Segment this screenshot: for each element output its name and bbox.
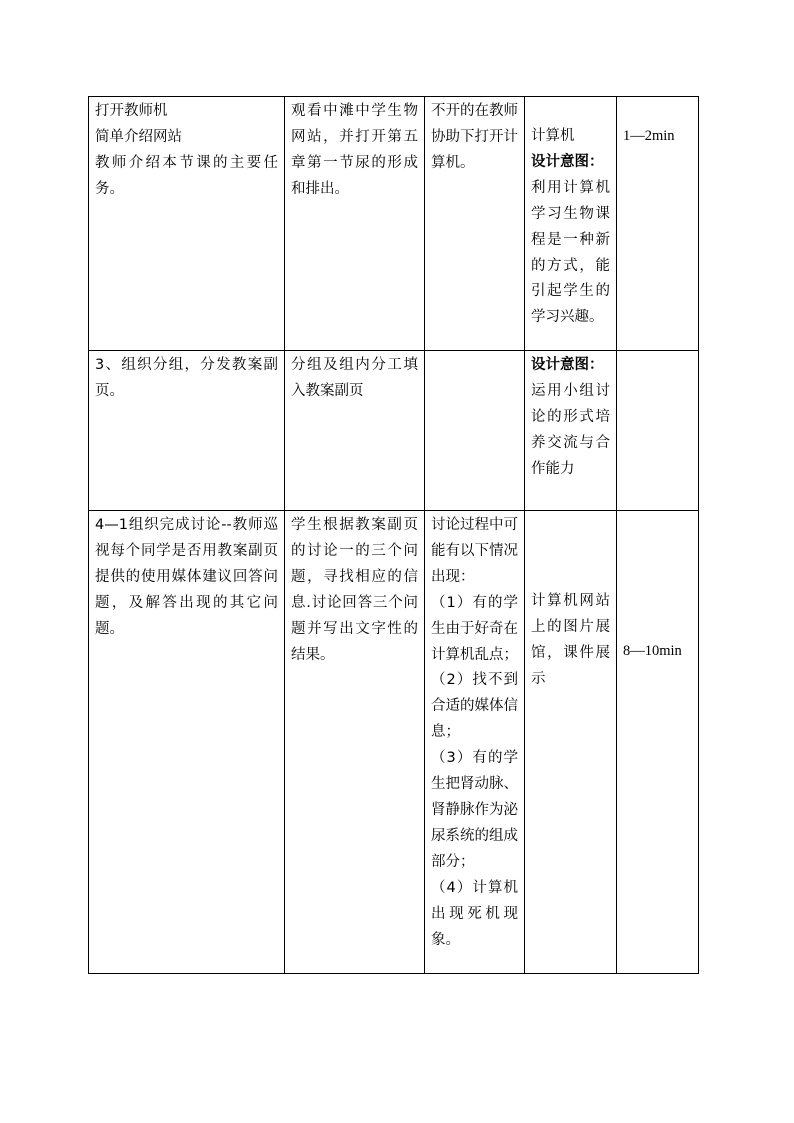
situation-cell — [425, 511, 525, 974]
lesson-plan-table — [88, 96, 699, 974]
time-cell — [617, 511, 699, 974]
time-cell — [617, 97, 699, 351]
teacher-line: 3、组织分组，分发教案副页。 — [95, 357, 278, 399]
situation-line: （3）有的学生把肾动脉、肾静脉作为泌尿系统的组成部分； — [431, 750, 518, 870]
student-activity-cell — [285, 97, 425, 351]
design-intent-title: 设计意图： — [531, 153, 604, 170]
media-design-cell — [525, 511, 617, 974]
design-intent-title: 设计意图： — [531, 357, 604, 373]
situation-line: （2）找不到合适的媒体信息； — [431, 672, 518, 741]
media-design-cell — [525, 351, 617, 511]
situation-line: 讨论过程中可能有以下情况出现： — [431, 517, 518, 585]
situation-cell — [425, 351, 525, 511]
design-intent-text: 运用小组讨论的形式培养交流与合作能力 — [531, 382, 610, 477]
situation-text: 不开的在教师协助下打开计算机。 — [431, 103, 518, 171]
media-design-cell — [525, 97, 617, 351]
teacher-activity-cell — [89, 351, 285, 511]
student-activity-text: 观看中滩中学生物网站，并打开第五章第一节尿的形成和排出。 — [291, 103, 418, 197]
student-activity-text: 分组及组内分工填入教案副页 — [291, 357, 418, 399]
design-intent-text: 利用计算机学习生物课程是一种新的方式，能引起学生的学习兴趣。 — [531, 179, 610, 326]
time-text: 1—2min — [623, 128, 675, 144]
table-row — [89, 97, 699, 351]
teacher-activity-cell — [89, 511, 285, 974]
situation-line: （1）有的学生由于好奇在计算机乱点； — [431, 594, 518, 663]
teacher-line: 4—1组织完成讨论--教师巡视每个同学是否用教案副页提供的使用媒体建议回答问题，及解答出现的其它问题。 — [95, 517, 278, 637]
time-text: 8—10min — [623, 643, 682, 659]
teacher-line: 简单介绍网站 — [95, 128, 182, 145]
time-cell — [617, 351, 699, 511]
media-text: 计算机网站上的图片展馆，课件展示 — [531, 593, 610, 687]
student-activity-cell — [285, 511, 425, 974]
teacher-line: 教师介绍本节课的主要任务。 — [95, 154, 278, 197]
situation-line: （4）计算机出现死机现象。 — [431, 879, 518, 948]
student-activity-cell — [285, 351, 425, 511]
media-text: 计算机 — [531, 128, 575, 144]
situation-cell — [425, 97, 525, 351]
table-row — [89, 511, 699, 974]
teacher-line: 打开教师机 — [95, 103, 168, 119]
table-row — [89, 351, 699, 511]
teacher-activity-cell — [89, 97, 285, 351]
student-activity-text: 学生根据教案副页的讨论一的三个问题，寻找相应的信息.讨论回答三个问题并写出文字性的结果。 — [291, 517, 418, 663]
